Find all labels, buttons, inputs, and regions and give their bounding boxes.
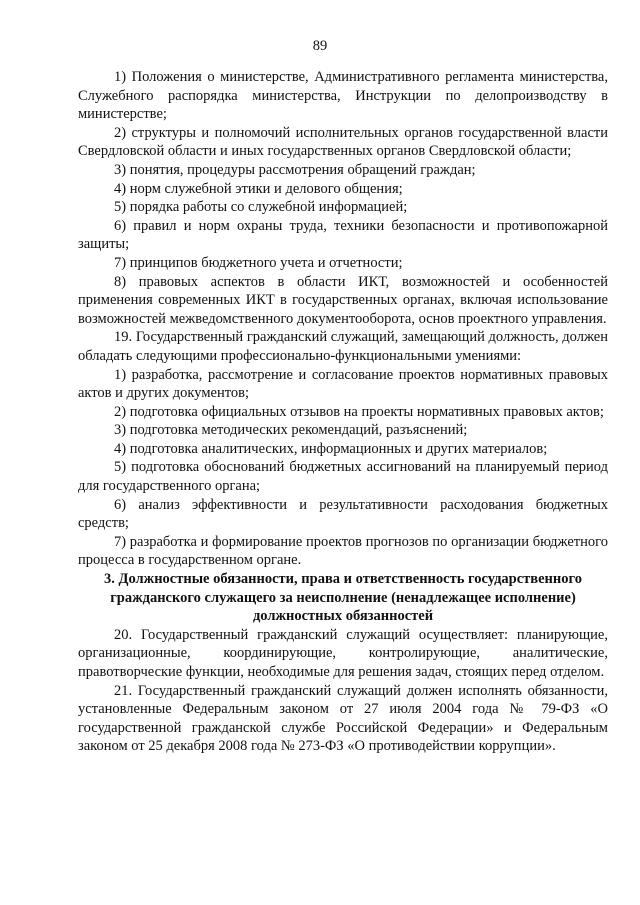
list-item: 1) разработка, рассмотрение и согласование проектов нормативных правовых актов и других документов; <box>78 366 608 402</box>
list-item: 1) Положения о министерстве, Административного регламента министерства, Служебного распорядка министерства, Инструкции по делопроизводству в министерстве; <box>78 69 608 123</box>
list-item: 5) подготовка обоснований бюджетных ассигнований на планируемый период для государственного органа; <box>78 459 608 495</box>
list-item: 4) подготовка аналитических, информационных и других материалов; <box>114 440 548 457</box>
list-item: 7) принципов бюджетного учета и отчетности; <box>114 254 403 271</box>
paragraph-19: 19. Государственный гражданский служащий, замещающий должность, должен обладать следующими профессионально-функциональными умениями: <box>78 329 608 364</box>
list-item: 6) анализ эффективности и результативности расходования бюджетных средств; <box>78 496 608 532</box>
list-item: 8) правовых аспектов в области ИКТ, возможностей и особенностей применения современных ИКТ в государственных органах, включая использование возможностей межведомственного документооборота, основ проектного управления. <box>78 273 608 327</box>
list-item: 5) порядка работы со служебной информацией; <box>114 199 408 216</box>
list-item: 7) разработка и формирование проектов прогнозов по организации бюджетного процесса в государственном органе. <box>78 533 608 569</box>
paragraph-21: 21. Государственный гражданский служащий должен исполнять обязанности, установленные Федеральным законом от 27 июля 2004 года № 79-ФЗ «О государственной гражданской службе Российской Федерации» и Федеральным законом от 25 декабря 2008 года № 273-ФЗ «О противодействии коррупции». <box>78 682 608 755</box>
list-item: 2) подготовка официальных отзывов на проекты нормативных правовых актов; <box>114 403 604 420</box>
list-item: 2) структуры и полномочий исполнительных органов государственной власти Свердловской области и иных государственных органов Свердловской области; <box>78 124 608 160</box>
list-item: 4) норм служебной этики и делового общения; <box>114 180 403 197</box>
paragraph-20: 20. Государственный гражданский служащий осуществляет: планирующие, организационные, координирующие, контролирующие, аналитические, правотворческие функции, необходимые для решения задач, стоящих перед отделом. <box>78 626 608 680</box>
section-heading: 3. Должностные обязанности, права и ответственность государственного гражданского служащего за неисполнение (ненадлежащее исполнение) должностных обязанностей <box>104 571 582 625</box>
document-body <box>78 68 608 756</box>
list-item: 6) правил и норм охраны труда, техники безопасности и противопожарной защиты; <box>78 217 608 253</box>
page-number: 89 <box>312 38 328 54</box>
list-item: 3) подготовка методических рекомендаций, разъяснений; <box>114 422 468 439</box>
list-item: 3) понятия, процедуры рассмотрения обращений граждан; <box>114 161 476 178</box>
